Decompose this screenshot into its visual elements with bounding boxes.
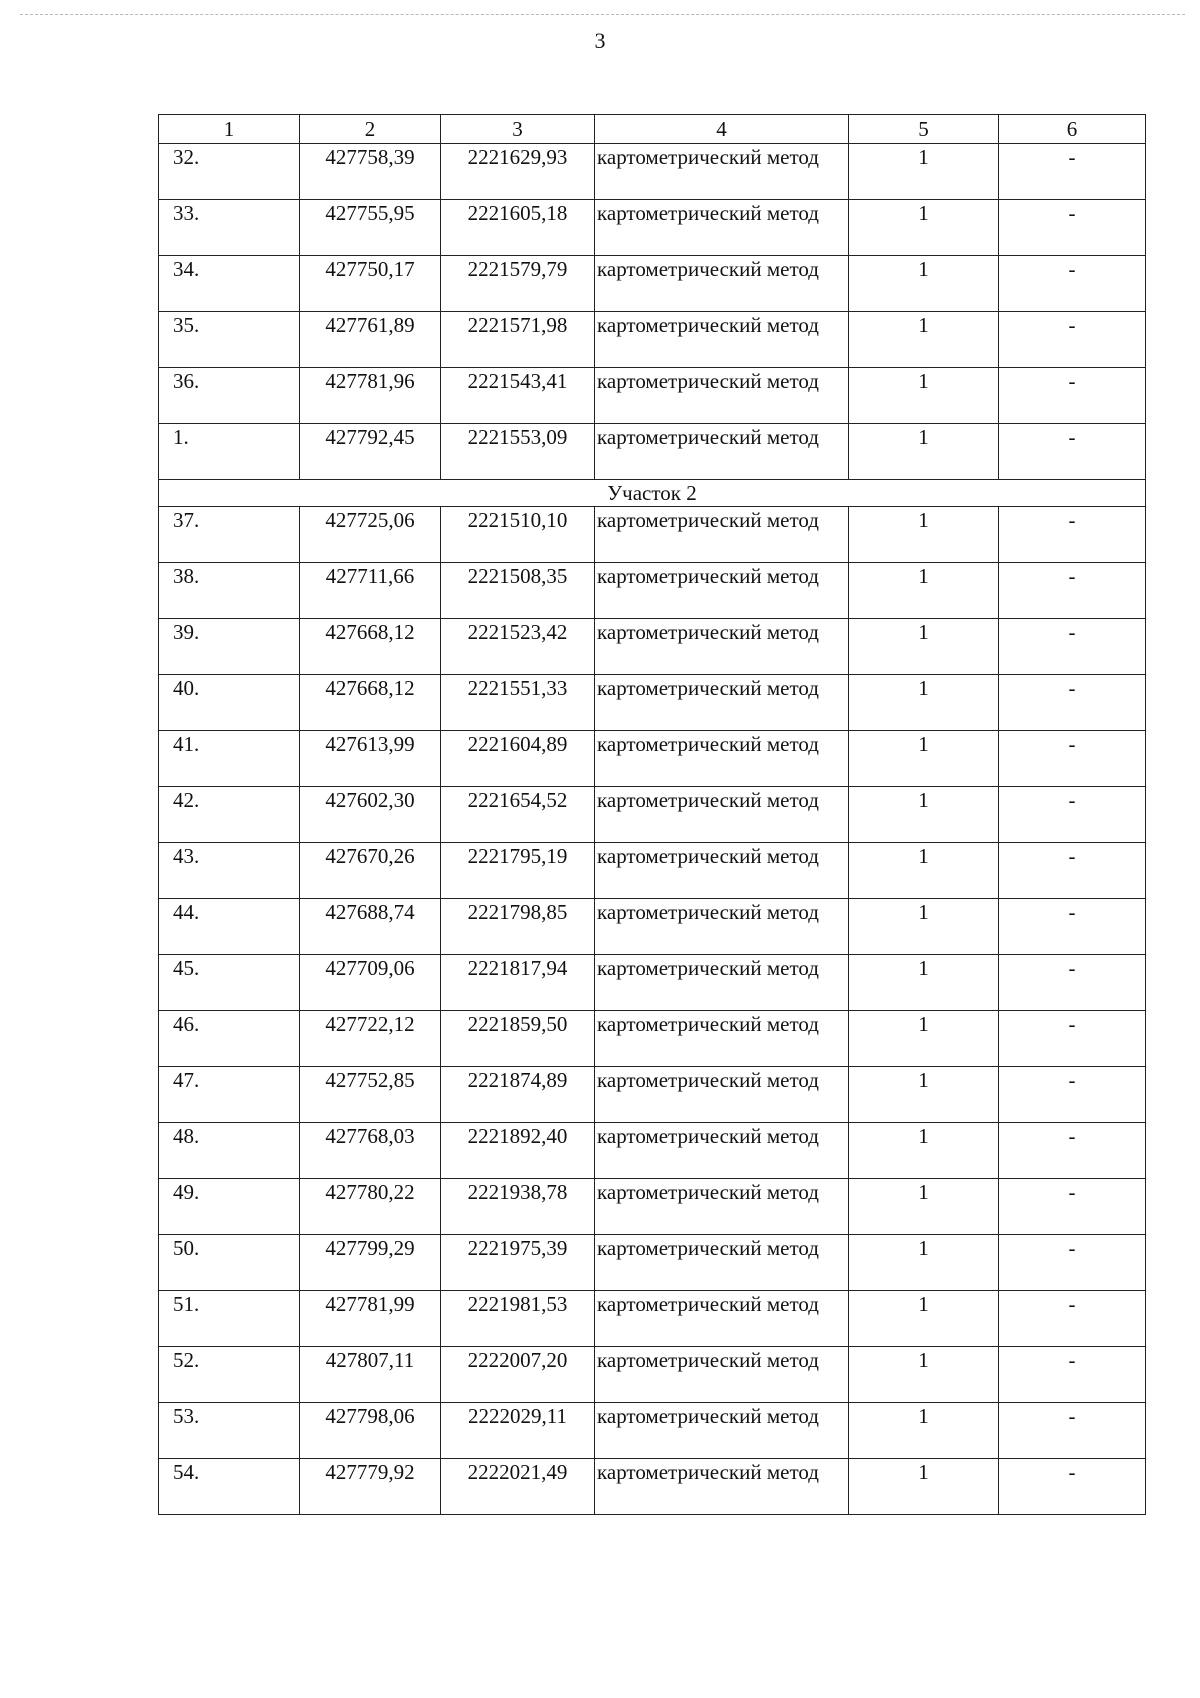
table-row [159, 1067, 1146, 1123]
point-number-cell: 41. [159, 731, 300, 787]
method-cell: картометрический метод [595, 1067, 849, 1123]
note-cell: - [999, 1235, 1146, 1291]
method-cell: картометрический метод [595, 144, 849, 200]
accuracy-cell: 1 [849, 843, 999, 899]
y-coordinate-cell: 2221579,79 [441, 256, 595, 312]
point-number-cell: 51. [159, 1291, 300, 1347]
x-coordinate-cell: 427781,99 [300, 1291, 441, 1347]
header-col-3: 3 [441, 115, 595, 144]
y-coordinate-cell: 2221892,40 [441, 1123, 595, 1179]
table-row [159, 144, 1146, 200]
note-cell: - [999, 424, 1146, 480]
table-row [159, 1123, 1146, 1179]
point-number-cell: 36. [159, 368, 300, 424]
accuracy-cell: 1 [849, 731, 999, 787]
note-cell: - [999, 1123, 1146, 1179]
table-row [159, 1291, 1146, 1347]
note-cell: - [999, 955, 1146, 1011]
note-cell: - [999, 312, 1146, 368]
point-number-cell: 32. [159, 144, 300, 200]
point-number-cell: 43. [159, 843, 300, 899]
header-row [159, 115, 1146, 144]
y-coordinate-cell: 2221553,09 [441, 424, 595, 480]
table-row [159, 1011, 1146, 1067]
point-number-cell: 48. [159, 1123, 300, 1179]
accuracy-cell: 1 [849, 256, 999, 312]
method-cell: картометрический метод [595, 200, 849, 256]
method-cell: картометрический метод [595, 1291, 849, 1347]
x-coordinate-cell: 427709,06 [300, 955, 441, 1011]
y-coordinate-cell: 2221798,85 [441, 899, 595, 955]
table-body-section-1 [159, 144, 1146, 480]
x-coordinate-cell: 427792,45 [300, 424, 441, 480]
y-coordinate-cell: 2221604,89 [441, 731, 595, 787]
y-coordinate-cell: 2221859,50 [441, 1011, 595, 1067]
method-cell: картометрический метод [595, 1403, 849, 1459]
table-row [159, 368, 1146, 424]
table-row [159, 675, 1146, 731]
y-coordinate-cell: 2221975,39 [441, 1235, 595, 1291]
table-row [159, 200, 1146, 256]
y-coordinate-cell: 2221981,53 [441, 1291, 595, 1347]
note-cell: - [999, 200, 1146, 256]
note-cell: - [999, 256, 1146, 312]
method-cell: картометрический метод [595, 675, 849, 731]
accuracy-cell: 1 [849, 955, 999, 1011]
accuracy-cell: 1 [849, 1291, 999, 1347]
x-coordinate-cell: 427780,22 [300, 1179, 441, 1235]
x-coordinate-cell: 427722,12 [300, 1011, 441, 1067]
x-coordinate-cell: 427768,03 [300, 1123, 441, 1179]
section-row [159, 480, 1146, 507]
method-cell: картометрический метод [595, 619, 849, 675]
accuracy-cell: 1 [849, 675, 999, 731]
note-cell: - [999, 843, 1146, 899]
x-coordinate-cell: 427750,17 [300, 256, 441, 312]
table-row [159, 619, 1146, 675]
method-cell: картометрический метод [595, 256, 849, 312]
point-number-cell: 53. [159, 1403, 300, 1459]
top-scan-rule [20, 14, 1185, 15]
header-col-6: 6 [999, 115, 1146, 144]
point-number-cell: 52. [159, 1347, 300, 1403]
accuracy-cell: 1 [849, 1347, 999, 1403]
method-cell: картометрический метод [595, 787, 849, 843]
method-cell: картометрический метод [595, 1011, 849, 1067]
coordinates-table [158, 114, 1146, 1515]
note-cell: - [999, 675, 1146, 731]
table-row [159, 731, 1146, 787]
x-coordinate-cell: 427602,30 [300, 787, 441, 843]
accuracy-cell: 1 [849, 200, 999, 256]
table-row [159, 899, 1146, 955]
point-number-cell: 47. [159, 1067, 300, 1123]
y-coordinate-cell: 2221523,42 [441, 619, 595, 675]
accuracy-cell: 1 [849, 1011, 999, 1067]
accuracy-cell: 1 [849, 144, 999, 200]
table-row [159, 1179, 1146, 1235]
note-cell: - [999, 1011, 1146, 1067]
method-cell: картометрический метод [595, 1123, 849, 1179]
note-cell: - [999, 563, 1146, 619]
point-number-cell: 33. [159, 200, 300, 256]
method-cell: картометрический метод [595, 843, 849, 899]
section-divider [159, 480, 1146, 507]
method-cell: картометрический метод [595, 1347, 849, 1403]
method-cell: картометрический метод [595, 563, 849, 619]
note-cell: - [999, 1067, 1146, 1123]
table-row [159, 787, 1146, 843]
point-number-cell: 35. [159, 312, 300, 368]
accuracy-cell: 1 [849, 619, 999, 675]
y-coordinate-cell: 2221510,10 [441, 507, 595, 563]
point-number-cell: 38. [159, 563, 300, 619]
accuracy-cell: 1 [849, 1067, 999, 1123]
point-number-cell: 1. [159, 424, 300, 480]
header-col-5: 5 [849, 115, 999, 144]
table-row [159, 507, 1146, 563]
accuracy-cell: 1 [849, 1459, 999, 1515]
method-cell: картометрический метод [595, 368, 849, 424]
table-row [159, 563, 1146, 619]
x-coordinate-cell: 427725,06 [300, 507, 441, 563]
x-coordinate-cell: 427688,74 [300, 899, 441, 955]
x-coordinate-cell: 427755,95 [300, 200, 441, 256]
accuracy-cell: 1 [849, 368, 999, 424]
table-row [159, 256, 1146, 312]
x-coordinate-cell: 427752,85 [300, 1067, 441, 1123]
method-cell: картометрический метод [595, 955, 849, 1011]
y-coordinate-cell: 2221629,93 [441, 144, 595, 200]
y-coordinate-cell: 2221874,89 [441, 1067, 595, 1123]
x-coordinate-cell: 427807,11 [300, 1347, 441, 1403]
accuracy-cell: 1 [849, 1235, 999, 1291]
table-row [159, 843, 1146, 899]
accuracy-cell: 1 [849, 787, 999, 843]
accuracy-cell: 1 [849, 1403, 999, 1459]
method-cell: картометрический метод [595, 1235, 849, 1291]
point-number-cell: 45. [159, 955, 300, 1011]
point-number-cell: 42. [159, 787, 300, 843]
x-coordinate-cell: 427761,89 [300, 312, 441, 368]
note-cell: - [999, 1179, 1146, 1235]
point-number-cell: 37. [159, 507, 300, 563]
y-coordinate-cell: 2221795,19 [441, 843, 595, 899]
y-coordinate-cell: 2221551,33 [441, 675, 595, 731]
x-coordinate-cell: 427711,66 [300, 563, 441, 619]
y-coordinate-cell: 2221654,52 [441, 787, 595, 843]
table-row [159, 1459, 1146, 1515]
note-cell: - [999, 899, 1146, 955]
point-number-cell: 44. [159, 899, 300, 955]
point-number-cell: 46. [159, 1011, 300, 1067]
accuracy-cell: 1 [849, 899, 999, 955]
table-row [159, 1403, 1146, 1459]
note-cell: - [999, 1459, 1146, 1515]
x-coordinate-cell: 427613,99 [300, 731, 441, 787]
x-coordinate-cell: 427668,12 [300, 675, 441, 731]
note-cell: - [999, 1347, 1146, 1403]
method-cell: картометрический метод [595, 899, 849, 955]
method-cell: картометрический метод [595, 1179, 849, 1235]
accuracy-cell: 1 [849, 312, 999, 368]
x-coordinate-cell: 427781,96 [300, 368, 441, 424]
note-cell: - [999, 144, 1146, 200]
x-coordinate-cell: 427758,39 [300, 144, 441, 200]
y-coordinate-cell: 2221605,18 [441, 200, 595, 256]
point-number-cell: 34. [159, 256, 300, 312]
method-cell: картометрический метод [595, 1459, 849, 1515]
section-title: Участок 2 [159, 480, 1146, 507]
point-number-cell: 39. [159, 619, 300, 675]
table-row [159, 955, 1146, 1011]
header-col-2: 2 [300, 115, 441, 144]
y-coordinate-cell: 2221938,78 [441, 1179, 595, 1235]
note-cell: - [999, 731, 1146, 787]
header-col-1: 1 [159, 115, 300, 144]
y-coordinate-cell: 2221543,41 [441, 368, 595, 424]
y-coordinate-cell: 2222007,20 [441, 1347, 595, 1403]
method-cell: картометрический метод [595, 507, 849, 563]
note-cell: - [999, 619, 1146, 675]
accuracy-cell: 1 [849, 1123, 999, 1179]
accuracy-cell: 1 [849, 1179, 999, 1235]
y-coordinate-cell: 2222029,11 [441, 1403, 595, 1459]
table-header [159, 115, 1146, 144]
note-cell: - [999, 1403, 1146, 1459]
point-number-cell: 54. [159, 1459, 300, 1515]
x-coordinate-cell: 427668,12 [300, 619, 441, 675]
method-cell: картометрический метод [595, 731, 849, 787]
note-cell: - [999, 787, 1146, 843]
y-coordinate-cell: 2221817,94 [441, 955, 595, 1011]
y-coordinate-cell: 2222021,49 [441, 1459, 595, 1515]
method-cell: картометрический метод [595, 312, 849, 368]
x-coordinate-cell: 427779,92 [300, 1459, 441, 1515]
point-number-cell: 49. [159, 1179, 300, 1235]
point-number-cell: 50. [159, 1235, 300, 1291]
table-row [159, 424, 1146, 480]
table-row [159, 1235, 1146, 1291]
table-row [159, 1347, 1146, 1403]
table-body-section-2 [159, 507, 1146, 1515]
accuracy-cell: 1 [849, 507, 999, 563]
note-cell: - [999, 1291, 1146, 1347]
y-coordinate-cell: 2221571,98 [441, 312, 595, 368]
table-row [159, 312, 1146, 368]
accuracy-cell: 1 [849, 424, 999, 480]
note-cell: - [999, 507, 1146, 563]
x-coordinate-cell: 427670,26 [300, 843, 441, 899]
x-coordinate-cell: 427798,06 [300, 1403, 441, 1459]
method-cell: картометрический метод [595, 424, 849, 480]
note-cell: - [999, 368, 1146, 424]
header-col-4: 4 [595, 115, 849, 144]
x-coordinate-cell: 427799,29 [300, 1235, 441, 1291]
accuracy-cell: 1 [849, 563, 999, 619]
page-number: 3 [594, 28, 606, 53]
y-coordinate-cell: 2221508,35 [441, 563, 595, 619]
point-number-cell: 40. [159, 675, 300, 731]
